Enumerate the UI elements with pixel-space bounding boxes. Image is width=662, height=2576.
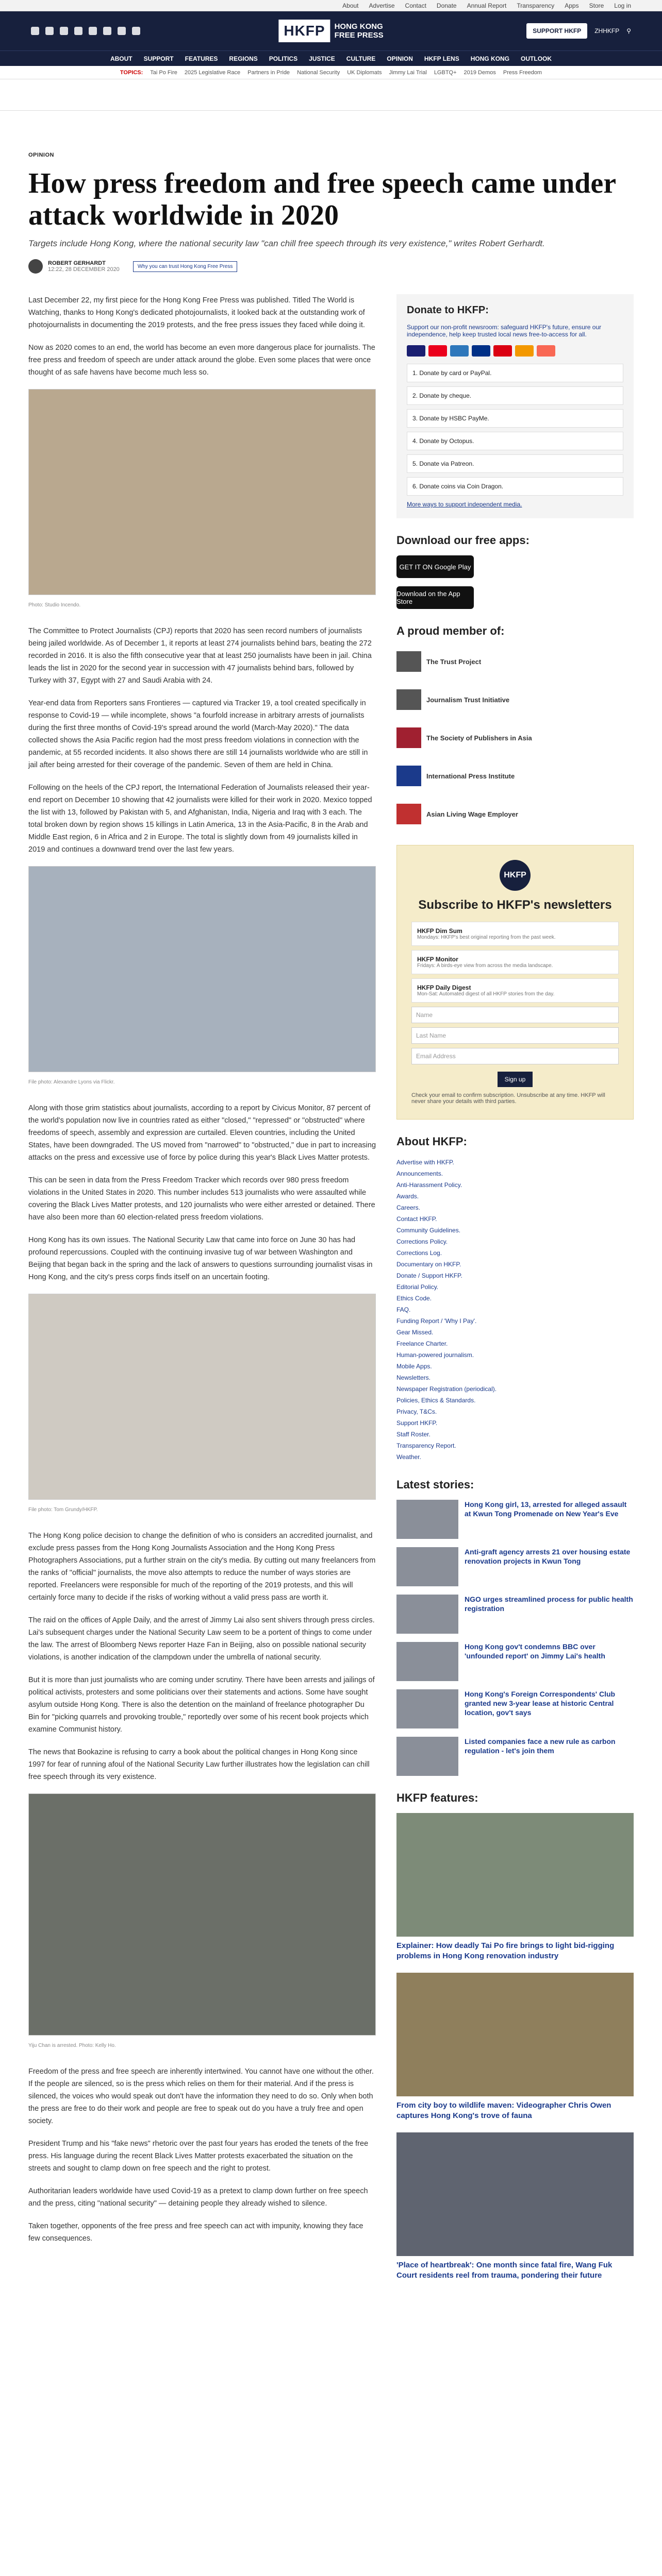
about-link[interactable]: Editorial Policy. <box>396 1283 439 1291</box>
story-thumbnail <box>396 1595 458 1634</box>
nav-politics[interactable]: POLITICS <box>269 55 298 62</box>
sopa-icon <box>396 727 421 748</box>
about-link[interactable]: Careers. <box>396 1204 421 1211</box>
topics-nav <box>0 66 662 79</box>
about-link[interactable]: Announcements. <box>396 1170 443 1177</box>
amex-icon <box>450 345 469 357</box>
site-logo[interactable] <box>278 20 383 42</box>
email-input[interactable]: Email Address <box>411 1048 619 1064</box>
signup-button[interactable]: Sign up <box>498 1072 533 1087</box>
publish-date: 12:22, 28 DECEMBER 2020 <box>48 266 120 273</box>
latest-story[interactable]: NGO urges streamlined process for public health registration <box>396 1595 634 1634</box>
feature-story[interactable]: Explainer: How deadly Tai Po fire brings to light bid-rigging problems in Hong Kong renovation industry <box>396 1813 634 1961</box>
payment-cards <box>407 345 623 357</box>
feature-story[interactable]: From city boy to wildlife maven: Videographer Chris Owen captures Hong Kong's trove of fauna <box>396 1973 634 2121</box>
newsletter-note: Check your email to confirm subscription. Unsubscribe at any time. HKFP will never share your details with third parties. <box>411 1092 605 1105</box>
article-photo <box>28 1793 376 2036</box>
instagram-icon[interactable] <box>60 27 68 35</box>
last-name-input[interactable]: Last Name <box>411 1027 619 1044</box>
paragraph: The Hong Kong police decision to change the definition of who is considers an accredited journalist, and exclude press passes from the Hong Kong Journalists Association and the Hong Kong Press Photographers Associations, put a further strain on the city's media. By cutting out many freelancers from the ranks of "official" journalists, the move also attempts to reduce the number of ways stories are reported. Freelancers were responsible for much of the reporting of the 2019 protests, and this will certainly force many to decide if the risks of working without a valid press pass are worth it. <box>28 1532 376 1602</box>
member-logo[interactable]: Journalism Trust Initiative <box>396 684 634 715</box>
paragraph: Following on the heels of the CPJ report, the International Federation of Journalists released their year-end report on December 10 showing that 42 journalists were killed for their work in 2020. Mexico topped the list with 13, followed by Pakistan with 5, and Afghanistan, India, Nigeria and Iraq with 3 each. The total broken down by region shows 15 killings in Latin America, 13 in the Asia-Pacific, 8 in the Arab and Middle East region, 6 in Africa and 2 in Europe. The total is slightly down from 49 journalists killed in 2019 and continues a downward trend over the last few years. <box>28 784 372 854</box>
about-link[interactable]: Human-powered journalism. <box>396 1351 474 1359</box>
about-title: About HKFP: <box>396 1135 467 1148</box>
member-logo[interactable]: The Trust Project <box>396 646 634 677</box>
avatar <box>28 259 43 274</box>
nav-hkfp-lens[interactable]: HKFP LENS <box>424 55 459 62</box>
donate-option[interactable]: 5. Donate via Patreon. <box>407 454 623 473</box>
member-logo[interactable]: Asian Living Wage Employer <box>396 799 634 829</box>
about-link[interactable]: Documentary on HKFP. <box>396 1261 461 1268</box>
newsletter-box <box>396 845 634 1120</box>
about-link[interactable]: FAQ. <box>396 1306 411 1313</box>
article-photo <box>28 866 376 1072</box>
util-annual-report[interactable]: Annual Report <box>467 2 507 9</box>
rss-icon[interactable] <box>132 27 140 35</box>
donate-option[interactable]: 2. Donate by cheque. <box>407 386 623 405</box>
about-link[interactable]: Staff Roster. <box>396 1431 431 1438</box>
byline <box>28 259 634 274</box>
jti-icon <box>396 689 421 710</box>
paragraph: But it is more than just journalists who are coming under scrutiny. There have been arrests and jailings of political activists, protesters and some politicians over their statements and actions. Some have sought asylum outside Hong Kong. There is also the detention on the mainland of freelance photographer Du Bin for "picking quarrels and provoking trouble," reportedly over some of his recent book projects which examine Communist history. <box>28 1676 375 1734</box>
article-photo <box>28 1294 376 1500</box>
newsletter-title: Subscribe to HKFP's newsletters <box>418 898 612 912</box>
apps-title: Download our free apps: <box>396 534 529 547</box>
paragraph: The raid on the offices of Apple Daily, and the arrest of Jimmy Lai also sent shivers through press circles. Lai's subsequent charges under the National Security Law seem to be a portent of things to come under the law. The arrest of Bloomberg News reporter Haze Fan in Beijing, also on possible national security violations, is another indication of the clampdown under the umbrella of national security. <box>28 1616 375 1662</box>
members-title: A proud member of: <box>396 624 505 637</box>
util-contact[interactable]: Contact <box>405 2 426 9</box>
latest-story[interactable]: Hong Kong girl, 13, arrested for alleged assault at Kwun Tong Promenade on New Year's Eve <box>396 1500 634 1539</box>
latest-story[interactable]: Hong Kong gov't condemns BBC over 'unfounded report' on Jimmy Lai's health <box>396 1642 634 1681</box>
paragraph: Now as 2020 comes to an end, the world has become an even more dangerous place for journalists. The free press and freedom of speech are under attack around the globe. Even some places that were once thought of as safe havens have become much less so. <box>28 344 375 377</box>
twitter-icon[interactable] <box>45 27 54 35</box>
paragraph: Freedom of the press and free speech are inherently intertwined. You cannot have one without the other. If the people are silenced, so is the press which relies on them for their material. And if the press is silenced, the voices who would speak out don't have the information they need to do so. Only when both the press are free to do their work and people are free to speak out do you have a truly free and open society. <box>28 2067 374 2125</box>
linkedin-icon[interactable] <box>103 27 111 35</box>
patreon-icon <box>537 345 555 357</box>
mastercard-icon <box>428 345 447 357</box>
feature-story[interactable]: 'Place of heartbreak': One month since fatal fire, Wang Fuk Court residents reel from trauma, pondering their future <box>396 2132 634 2281</box>
paragraph: This can be seen in data from the Press Freedom Tracker which records over 980 press freedom violations in the United States in 2020. This number includes 513 journalists who were assaulted while covering the Black Lives Matter protests, and 120 journalists who were either arrested or detained. There have also been more than 60 election-related press freedom violations. <box>28 1176 375 1222</box>
topic-item[interactable]: 2025 Legislative Race <box>184 69 241 76</box>
article-header <box>0 110 662 274</box>
about-link[interactable]: Gear Missed. <box>396 1329 434 1336</box>
member-logo[interactable]: International Press Institute <box>396 760 634 791</box>
newsletter-option[interactable]: HKFP Daily Digest Mon-Sat: Automated digest of all HKFP stories from the day. <box>411 978 619 1003</box>
article-strapline: Targets include Hong Kong, where the national security law "can chill free speech through its very existence," writes Robert Gerhardt. <box>28 239 545 248</box>
ipi-icon <box>396 766 421 786</box>
about-link[interactable]: Mobile Apps. <box>396 1363 432 1370</box>
about-link[interactable]: Newsletters. <box>396 1374 431 1381</box>
article-title: How press freedom and free speech came under attack worldwide in 2020 <box>28 167 616 231</box>
story-thumbnail <box>396 1642 458 1681</box>
donate-box <box>396 294 634 518</box>
facebook-icon[interactable] <box>31 27 39 35</box>
nav-support[interactable]: SUPPORT <box>143 55 174 62</box>
trust-project-icon <box>396 651 421 672</box>
latest-story[interactable]: Anti-graft agency arrests 21 over housing estate renovation projects in Kwun Tong <box>396 1547 634 1586</box>
about-link[interactable]: Community Guidelines. <box>396 1227 461 1234</box>
google-play-button[interactable]: GET IT ON Google Play <box>396 555 474 578</box>
payme-icon <box>493 345 512 357</box>
article-photo <box>28 389 376 595</box>
living-wage-icon <box>396 804 421 824</box>
paragraph: Last December 22, my first piece for the Hong Kong Free Press was published. Titled The World is Watching, thanks to Hong Kong's dedicated photojournalists, it looked back at the outstanding work of photojournalists in documenting the 2019 protests, and the free press issues they faced while doing it. <box>28 296 365 329</box>
about-link[interactable]: Privacy, T&Cs. <box>396 1408 437 1415</box>
author-name[interactable]: ROBERT GERHARDT <box>48 260 106 266</box>
app-store-button[interactable]: Download on the App Store <box>396 586 474 609</box>
util-login[interactable]: Log in <box>614 2 631 9</box>
feature-image <box>396 1973 634 2096</box>
nav-justice[interactable]: JUSTICE <box>309 55 335 62</box>
social-links <box>31 27 140 35</box>
feature-image <box>396 2132 634 2256</box>
brand-actions <box>526 23 631 39</box>
article-category[interactable]: OPINION <box>28 152 54 158</box>
support-button[interactable]: SUPPORT HKFP <box>526 23 587 39</box>
donate-option[interactable]: 4. Donate by Octopus. <box>407 432 623 450</box>
nav-regions[interactable]: REGIONS <box>229 55 258 62</box>
youtube-icon[interactable] <box>74 27 82 35</box>
about-link[interactable]: Freelance Charter. <box>396 1340 448 1347</box>
paypal-icon <box>472 345 490 357</box>
latest-story[interactable]: Listed companies face a new rule as carbon regulation - let's join them <box>396 1737 634 1776</box>
about-link[interactable]: Ethics Code. <box>396 1295 432 1302</box>
util-advertise[interactable]: Advertise <box>369 2 395 9</box>
member-logo[interactable]: The Society of Publishers in Asia <box>396 722 634 753</box>
nav-about[interactable]: ABOUT <box>110 55 133 62</box>
topic-item[interactable]: Partners in Pride <box>247 69 290 76</box>
about-link[interactable]: Donate / Support HKFP. <box>396 1272 462 1279</box>
paragraph: Hong Kong has its own issues. The National Security Law that came into force on June 30 has had profound repercussions. Coupled with the continuing invasive tug of war between Washington and Beijing that began back in the spring and the lack of answers to questions surrounding journalist visas in Hong Kong, and the city's press corps finds itself on an uncertain footing. <box>28 1236 373 1281</box>
topic-item[interactable]: National Security <box>297 69 340 76</box>
donate-option[interactable]: 3. Donate by HSBC PayMe. <box>407 409 623 428</box>
newsletter-option[interactable]: HKFP Monitor Fridays: A birds-eye view from across the media landscape. <box>411 950 619 974</box>
latest-story[interactable]: Hong Kong's Foreign Correspondents' Club granted new 3-year lease at historic Central location, gov't says <box>396 1689 634 1728</box>
logo-mark: HKFP <box>278 20 330 42</box>
about-list <box>396 1157 634 1463</box>
visa-icon <box>407 345 425 357</box>
paragraph: President Trump and his "fake news" rhetoric over the past four years has eroded the tenets of the free press. His language during the recent Black Lives Matter protests exacerbated the situation on the streets and sought to clamp down on free speech and the right to protest. <box>28 2140 369 2173</box>
feature-image <box>396 1813 634 1937</box>
topic-item[interactable]: 2019 Demos <box>464 69 496 76</box>
nav-opinion[interactable]: OPINION <box>387 55 413 62</box>
about-link[interactable]: Transparency Report. <box>396 1442 456 1449</box>
language-switch[interactable]: ZHHKFP <box>594 27 620 35</box>
nav-features[interactable]: FEATURES <box>185 55 218 62</box>
content-wrap <box>0 294 662 2292</box>
utility-bar <box>0 0 662 11</box>
donate-option[interactable]: 6. Donate coins via Coin Dragon. <box>407 477 623 496</box>
paragraph: Authoritarian leaders worldwide have used Covid-19 as a pretext to clamp down further on free speech and the press, citing "national security" — detaining people they already wished to silence. <box>28 2187 368 2208</box>
about-link[interactable]: Weather. <box>396 1453 421 1461</box>
util-store[interactable]: Store <box>589 2 604 9</box>
util-apps[interactable]: Apps <box>565 2 579 9</box>
paragraph: The Committee to Protect Journalists (CPJ) reports that 2020 has seen record numbers of journalists being jailed worldwide. As of December 1, it reports at least 274 journalists behind bars, beating the 272 recorded in 2016. It is also the fifth consecutive year that at least 250 journalists have been in jail. China leads the list in 2020 for the second year in succession with 47 journalists behind bars, followed by Turkey with 37, Egypt with 27 and Saudi Arabia with 24. <box>28 627 372 685</box>
about-link[interactable]: Funding Report / 'Why I Pay'. <box>396 1317 477 1325</box>
about-link[interactable]: Policies, Ethics & Standards. <box>396 1397 476 1404</box>
paragraph: Year-end data from Reporters sans Frontieres — captured via Tracker 19, a tool created specifically in response to Covid-19 — while incomplete, shows "a fourfold increase in arbitrary arrests of journalists during the first three months of Covid-19's spread around the world (March-May 2020)." The data collected shows the Asia Pacific region had the most press freedom violations in connection with the pandemic, at 55 recorded incidents. It also shows there are still 14 journalists worldwide who are still in jail after being arrested for their coverage of the pandemic. Seven of them are held in China. <box>28 699 368 769</box>
topics-label: TOPICS: <box>120 69 143 76</box>
article-body <box>28 294 376 2292</box>
hkfp-badge: HKFP <box>500 860 531 891</box>
story-thumbnail <box>396 1500 458 1539</box>
photo-caption: Photo: Studio Incendo. <box>28 602 81 608</box>
donate-option[interactable]: 1. Donate by card or PayPal. <box>407 364 623 382</box>
util-transparency[interactable]: Transparency <box>517 2 555 9</box>
about-link[interactable]: Support HKFP. <box>396 1419 438 1427</box>
telegram-icon[interactable] <box>89 27 97 35</box>
photo-caption: File photo: Alexandre Lyons via Flickr. <box>28 1079 115 1085</box>
donate-intro[interactable]: Support our non-profit newsroom: safeguard HKFP's future, ensure our independence, help keep trusted local news free-to-access for all. <box>407 324 602 338</box>
story-thumbnail <box>396 1737 458 1776</box>
about-link[interactable]: Awards. <box>396 1193 419 1200</box>
topic-item[interactable]: Jimmy Lai Trial <box>389 69 427 76</box>
donate-title: Donate to HKFP: <box>407 304 489 316</box>
main-nav <box>0 50 662 66</box>
topic-item[interactable]: Press Freedom <box>503 69 542 76</box>
about-link[interactable]: Corrections Log. <box>396 1249 442 1257</box>
about-link[interactable]: Newspaper Registration (periodical). <box>396 1385 497 1393</box>
features-title: HKFP features: <box>396 1791 478 1804</box>
story-thumbnail <box>396 1547 458 1586</box>
paragraph: Along with those grim statistics about journalists, according to a report by Civicus Monitor, 87 percent of the world's population now live in countries rated as either "closed," "repressed" or "obstructed" where freedoms of speech, assembly and expression are curtailed. Eleven countries, including the United States, have been downgraded. The US moved from "narrowed" to "obstructed," due in part to increasing attacks on the press and excessive use of force by police during this year's Black Lives Matter protests. <box>28 1104 376 1162</box>
paragraph: The news that Bookazine is refusing to carry a book about the political changes in Hong Kong since 1997 for fear of running afoul of the National Security Law further illustrates how the legislation can chill free speech through its very existence. <box>28 1748 370 1781</box>
topic-item[interactable]: Tai Po Fire <box>150 69 177 76</box>
search-icon[interactable]: ⚲ <box>626 27 631 35</box>
newsletter-option[interactable]: HKFP Dim Sum Mondays: HKFP's best original reporting from the past week. <box>411 922 619 946</box>
trust-badge[interactable]: Why you can trust Hong Kong Free Press <box>133 261 238 272</box>
nav-culture[interactable]: CULTURE <box>346 55 376 62</box>
story-thumbnail <box>396 1689 458 1728</box>
about-link[interactable]: Advertise with HKFP. <box>396 1159 454 1166</box>
paragraph: Taken together, opponents of the free press and free speech can act with impunity, knowing they face few consequences. <box>28 2222 363 2243</box>
photo-caption: Yiju Chan is arrested. Photo: Kelly Ho. <box>28 2043 116 2048</box>
util-about[interactable]: About <box>342 2 359 9</box>
octopus-icon <box>515 345 534 357</box>
logo-text: HONG KONG FREE PRESS <box>334 22 384 40</box>
donate-more-link[interactable]: More ways to support independent media. <box>407 501 522 508</box>
topic-item[interactable]: UK Diplomats <box>347 69 382 76</box>
photo-caption: File photo: Tom Grundy/HKFP. <box>28 1507 98 1513</box>
nav-outlook[interactable]: OUTLOOK <box>521 55 552 62</box>
brand-bar <box>0 11 662 50</box>
about-link[interactable]: Corrections Policy. <box>396 1238 448 1245</box>
latest-title: Latest stories: <box>396 1478 474 1491</box>
topic-item[interactable]: LGBTQ+ <box>434 69 457 76</box>
nav-hong-kong[interactable]: HONG KONG <box>470 55 510 62</box>
name-input[interactable]: Name <box>411 1007 619 1023</box>
about-link[interactable]: Contact HKFP. <box>396 1215 437 1223</box>
about-link[interactable]: Anti-Harassment Policy. <box>396 1181 462 1189</box>
mail-icon[interactable] <box>118 27 126 35</box>
util-donate[interactable]: Donate <box>436 2 457 9</box>
sidebar <box>396 294 634 2292</box>
